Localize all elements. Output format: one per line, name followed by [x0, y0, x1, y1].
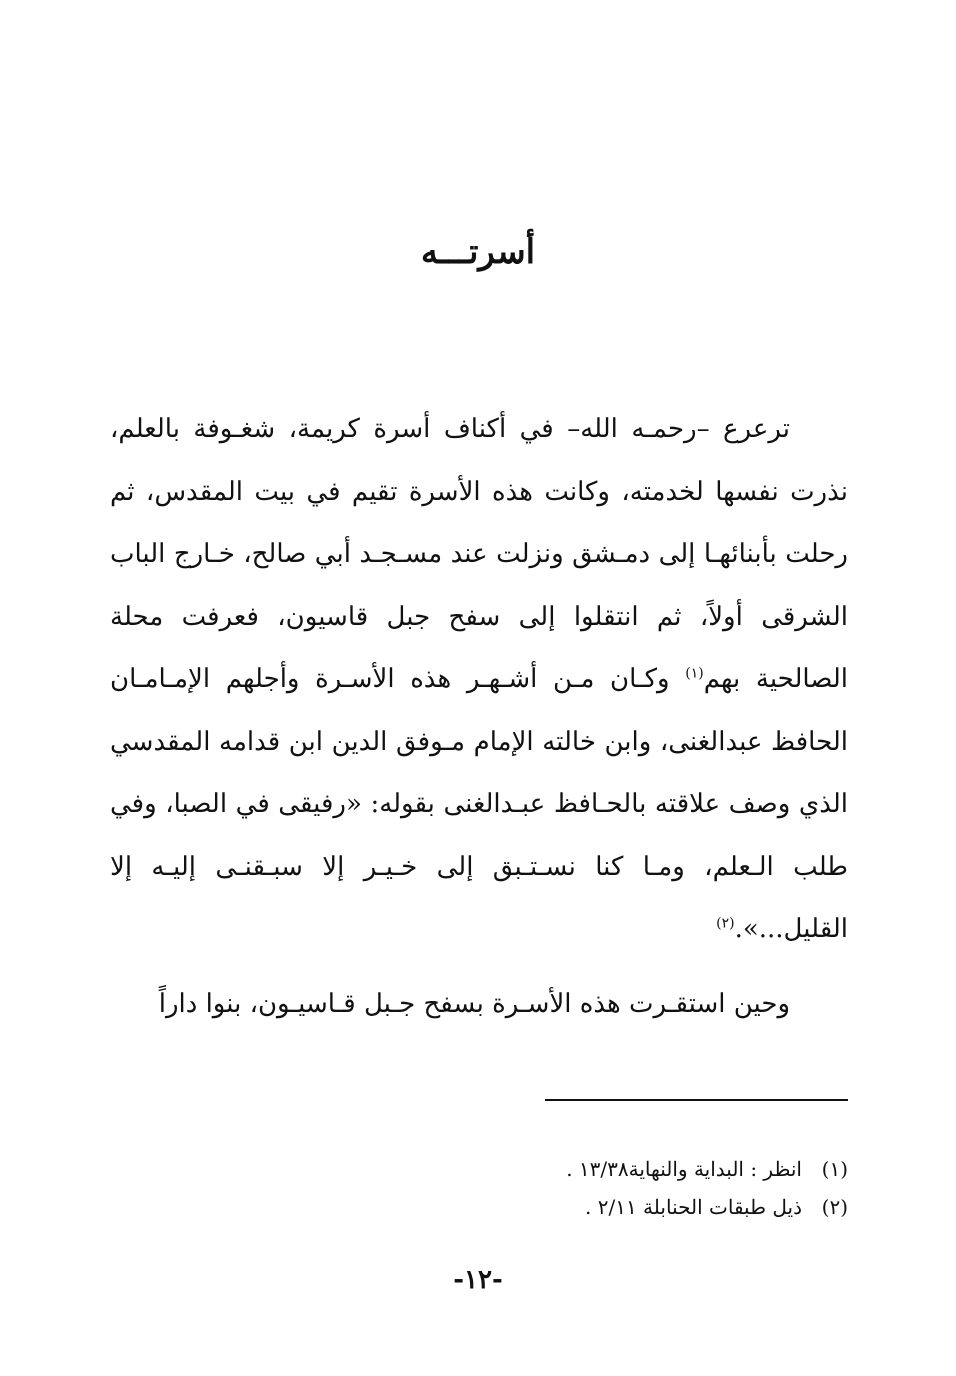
footnotes-list [200, 1150, 848, 1226]
footnote-item [200, 1150, 848, 1188]
footnote-number: (١) [821, 1157, 848, 1181]
footnote-text: ذيل طبقات الحنابلة ٢/١١ . [585, 1195, 802, 1219]
body-text [110, 398, 848, 1035]
chapter-title: أسرتـــه [420, 232, 536, 272]
footnote-item [200, 1188, 848, 1226]
paragraph-1-part-1: ترعرع –رحمـه الله– في أكناف أسرة كريمة، شغـوفة بالعلم، نذرت نفسها لخدمته، وكانت هذه الأسرة تقيم في بيت المقدس، ثم رحلت بأبنائهـا إلى دمـشق ونزلت عند مسـجـد أبي صالح، خـارج الباب الشرقى أولاً، ثم انتقلوا إلى سفح جبل قاسيون، فعرفت محلة الصالحية بهم [110, 414, 848, 694]
footnote-divider [545, 1099, 848, 1101]
paragraph-1 [110, 398, 848, 961]
paragraph-2: وحين استقـرت هذه الأسـرة بسفح جـبل قـاسيـون، بنوا داراً [158, 988, 790, 1019]
footnote-ref-1: (١) [685, 665, 704, 682]
footnote-ref-2: (٢) [716, 915, 735, 932]
paragraph-1-part-2: وكـان مـن أشـهـر هذه الأسـرة وأجلهم الإمـامـان الحافظ عبدالغنى، وابن خالته الإمام مـوفق الدين ابن قدامه المقدسي الذي وصف علاقته بالحـافظ عبـدالغنى بقوله: «رفيقى في الصبا، وفي طلب الـعلم، ومـا كنا نسـتـبق إلى خـيـر إلا سبـقنـى إليـه إلا القليل...». [110, 664, 848, 944]
page-number: -١٢- [453, 1265, 503, 1295]
footnote-number: (٢) [821, 1195, 848, 1219]
footnote-text: انظر : البداية والنهاية١٣/٣٨ . [566, 1157, 802, 1181]
